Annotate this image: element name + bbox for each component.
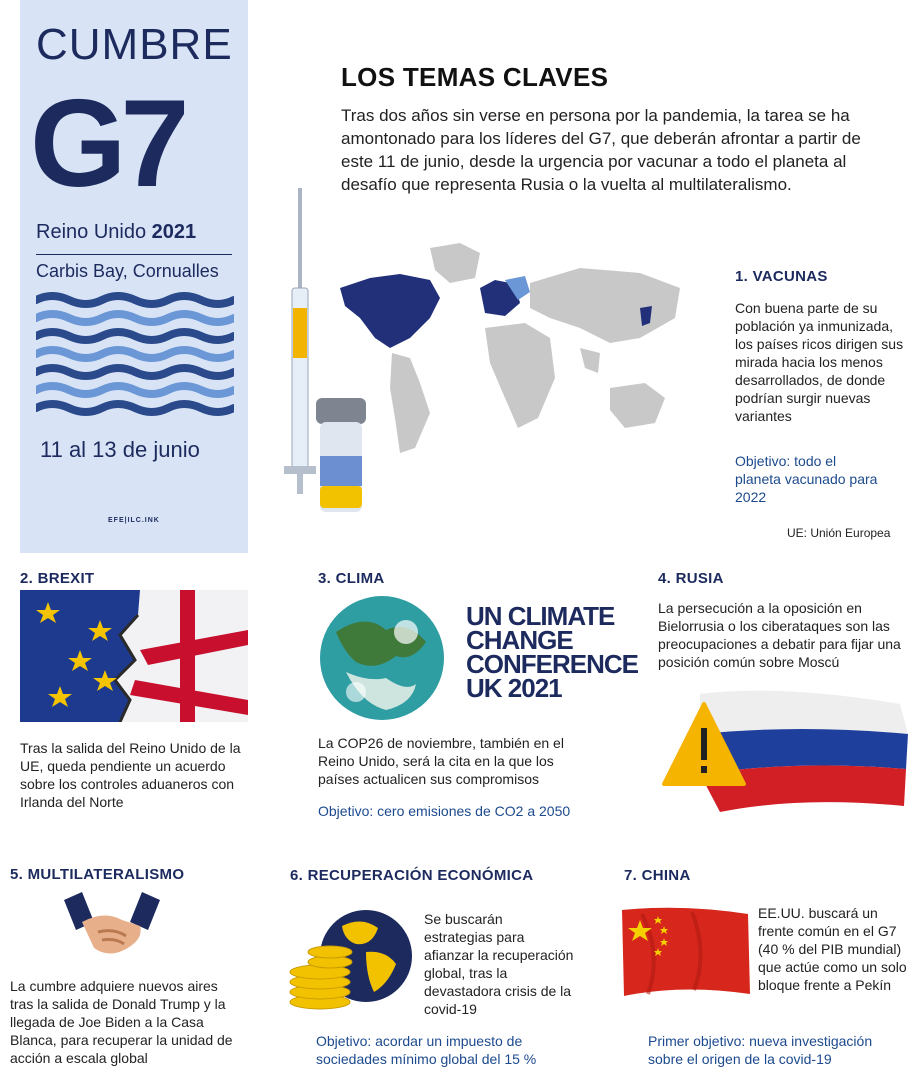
waves-graphic	[36, 292, 234, 418]
section-title-multilateralismo: 5. MULTILATERALISMO	[10, 866, 185, 883]
china-flag-image	[622, 904, 750, 1000]
coin-stack	[290, 946, 352, 1009]
section-text-vacunas: Con buena parte de su población ya inmunizada, los países ricos dirigen sus mirada hacia los menos desarrollados, de donde podrían surgir nuevas variantes	[735, 300, 904, 424]
banner-country	[36, 221, 196, 244]
section-title-clima: 3. CLIMA	[318, 570, 385, 587]
footnote-ue: UE: Unión Europea	[787, 526, 891, 540]
section-objective-china: Primer objetivo: nueva investigación sobre el origen de la covid-19	[648, 1033, 873, 1067]
brexit-flags-image	[20, 590, 248, 722]
section-title-china: 7. CHINA	[624, 867, 691, 884]
banner-g7-logo: G7	[30, 75, 184, 213]
section-objective-recuperacion: Objetivo: acordar un impuesto de sociedades mínimo global del 15 %	[316, 1033, 537, 1067]
banner-divider	[36, 254, 232, 255]
banner-year: 2021	[151, 221, 197, 243]
page-title: LOS TEMAS CLAVES	[341, 62, 609, 92]
cop26-logo-line-1: UN CLIMATE	[466, 601, 615, 631]
syringe-graphic	[284, 188, 316, 494]
section-text-multilateralismo: La cumbre adquiere nuevos aires tras la salida de Donald Trump y la llegada de Joe Biden a la Casa Blanca, para recuperar la unidad de acción a escala global	[10, 978, 233, 1066]
section-text-brexit: Tras la salida del Reino Unido de la UE, queda pendiente un acuerdo sobre los controles aduaneros con Irlanda del Norte	[20, 740, 241, 810]
banner-cumbre: CUMBRE	[36, 20, 233, 69]
section-objective-clima: Objetivo: cero emisiones de CO2 a 2050	[318, 803, 571, 819]
banner-dates: 11 al 13 de junio	[40, 437, 200, 462]
cop26-logo-line-2: CHANGE	[466, 625, 573, 655]
handshake-icon	[64, 892, 160, 962]
world-map	[340, 243, 680, 453]
earth-globe-image	[316, 592, 450, 724]
world-map-vaccine-illustration	[280, 188, 720, 518]
section-text-china: EE.UU. buscará un frente común en el G7 (40 % del PIB mundial) que actúe como un solo bloque frente a Pekín	[758, 905, 907, 993]
section-objective-vacunas: Objetivo: todo el planeta vacunado para 2022	[735, 453, 878, 505]
section-text-clima: La COP26 de noviembre, también en el Reino Unido, será la cita en la que los países actualicen sus compromisos	[318, 735, 564, 787]
section-title-rusia: 4. RUSIA	[658, 570, 724, 587]
banner-location: Carbis Bay, Cornualles	[36, 261, 219, 281]
banner-country-name: Reino Unido	[36, 221, 147, 243]
credit-logo: EFE|ILC.INK	[108, 517, 160, 524]
section-title-brexit: 2. BREXIT	[20, 570, 95, 587]
globe-coins-illustration	[286, 906, 416, 1012]
cop26-logo-line-3: CONFERENCE	[466, 649, 639, 679]
russia-flag-warning-image	[660, 684, 910, 814]
vial-graphic	[316, 398, 366, 512]
section-title-recuperacion: 6. RECUPERACIÓN ECONÓMICA	[290, 867, 534, 884]
intro-text: Tras dos años sin verse en persona por la pandemia, la tarea se ha amontonado para los líderes del G7, que deberán afrontar a partir de este 11 de junio, desde la urgencia por vacunar a todo el planeta al desafío que representa Rusia o la vuelta al multilateralismo.	[341, 106, 861, 194]
section-title-vacunas: 1. VACUNAS	[735, 268, 828, 285]
cop26-logo-line-4: UK 2021	[466, 673, 562, 703]
cop26-logo-text	[466, 601, 639, 703]
section-text-rusia: La persecución a la oposición en Bielorrusia o los ciberataques son las preocupaciones a debatir para fijar una posición común sobre Moscú	[658, 600, 901, 670]
section-text-recuperacion: Se buscarán estrategias para afianzar la recuperación global, tras la devastadora crisis de la covid-19	[424, 911, 574, 1017]
